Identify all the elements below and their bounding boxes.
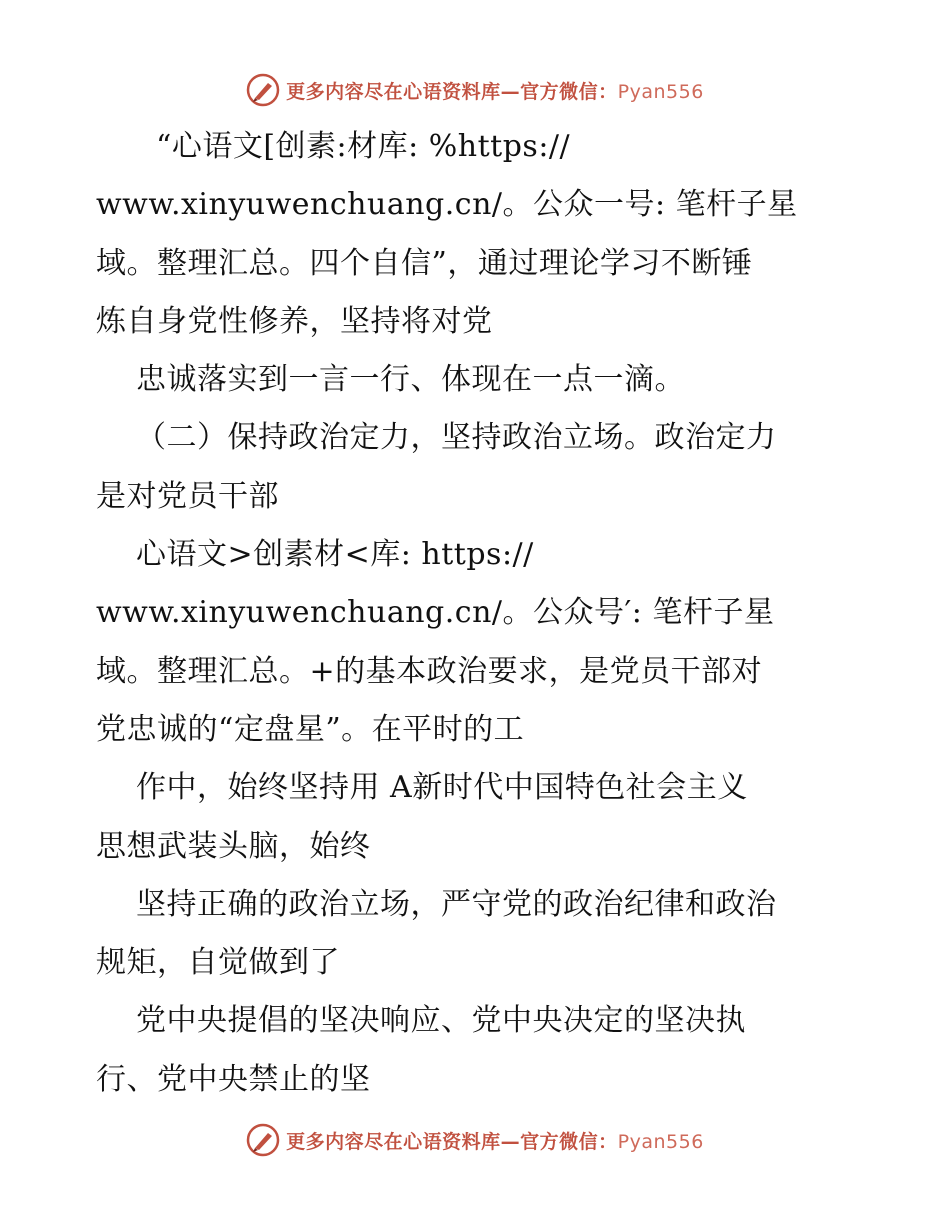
body-line: 域。整理汇总。+的基本政治要求，是党员干部对 — [96, 653, 763, 689]
body-line: 行、党中央禁止的坚 — [96, 1061, 371, 1097]
footer-banner-text — [286, 1127, 704, 1154]
body-line: 作中，始终坚持用 A新时代中国特色社会主义 — [136, 770, 748, 806]
body-line: 坚持正确的政治立场，严守党的政治纪律和政治 — [136, 886, 777, 922]
footer-watermark-banner — [0, 1118, 950, 1162]
header-wechat-id: Pyan556 — [617, 80, 704, 103]
body-line: 域。整理汇总。四个自信”，通过理论学习不断锤 — [96, 245, 753, 281]
footer-wechat-id: Pyan556 — [617, 1130, 704, 1153]
footer-banner-label: 更多内容尽在心语资料库—官方微信： — [286, 1130, 618, 1153]
body-line: 思想武装头脑，始终 — [96, 828, 371, 864]
body-line: 炼自身党性修养，坚持将对党 — [96, 303, 493, 339]
body-line: www.xinyuwenchuang.cn/。公众一号: 笔杆子星 — [96, 187, 798, 223]
body-line: “心语文[创素:材库: %https:// — [156, 129, 571, 164]
header-banner-label: 更多内容尽在心语资料库—官方微信： — [286, 80, 618, 103]
body-line: 规矩，自觉做到了 — [96, 945, 340, 981]
pen-logo-icon — [246, 1123, 280, 1157]
body-line: 党忠诚的“定盘星”。在平时的工 — [96, 711, 525, 747]
body-line: 忠诚落实到一言一行、体现在一点一滴。 — [136, 362, 685, 398]
body-line: www.xinyuwenchuang.cn/。公众号′: 笔杆子星 — [96, 595, 775, 631]
body-line: 党中央提倡的坚决响应、党中央决定的坚决执 — [136, 1003, 746, 1039]
body-line: 是对党员干部 — [96, 478, 279, 514]
document-body — [96, 118, 866, 1109]
header-watermark-banner — [0, 68, 950, 112]
pen-logo-icon — [246, 73, 280, 107]
body-line: 心语文>创素材<库: https:// — [136, 537, 534, 573]
header-banner-text — [286, 77, 704, 104]
body-line: （二）保持政治定力，坚持政治立场。政治定力 — [136, 420, 777, 456]
